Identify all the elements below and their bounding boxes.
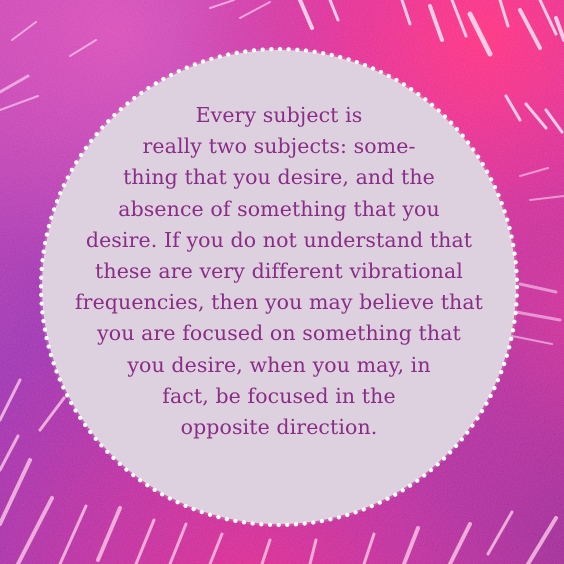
quote-line-10: fact, be focused in the xyxy=(162,383,396,408)
quote-line-1: Every subject is xyxy=(195,103,363,127)
quote-line-5: desire. If you do not understand that xyxy=(85,227,473,252)
quote-line-7: frequencies, then you may believe that xyxy=(74,290,484,315)
quote-line-3: thing that you desire, and the xyxy=(123,165,435,190)
quote-line-11: opposite direction. xyxy=(180,415,378,440)
quote-line-6: these are very different vibrational xyxy=(95,259,463,284)
quote-line-8: you are focused on something that xyxy=(97,321,461,346)
quote-line-4: absence of something that you xyxy=(118,196,440,221)
quote-line-9: you desire, when you may, in xyxy=(127,352,431,377)
quote-text xyxy=(52,100,506,443)
quote-line-2: really two subjects: some- xyxy=(142,134,416,159)
